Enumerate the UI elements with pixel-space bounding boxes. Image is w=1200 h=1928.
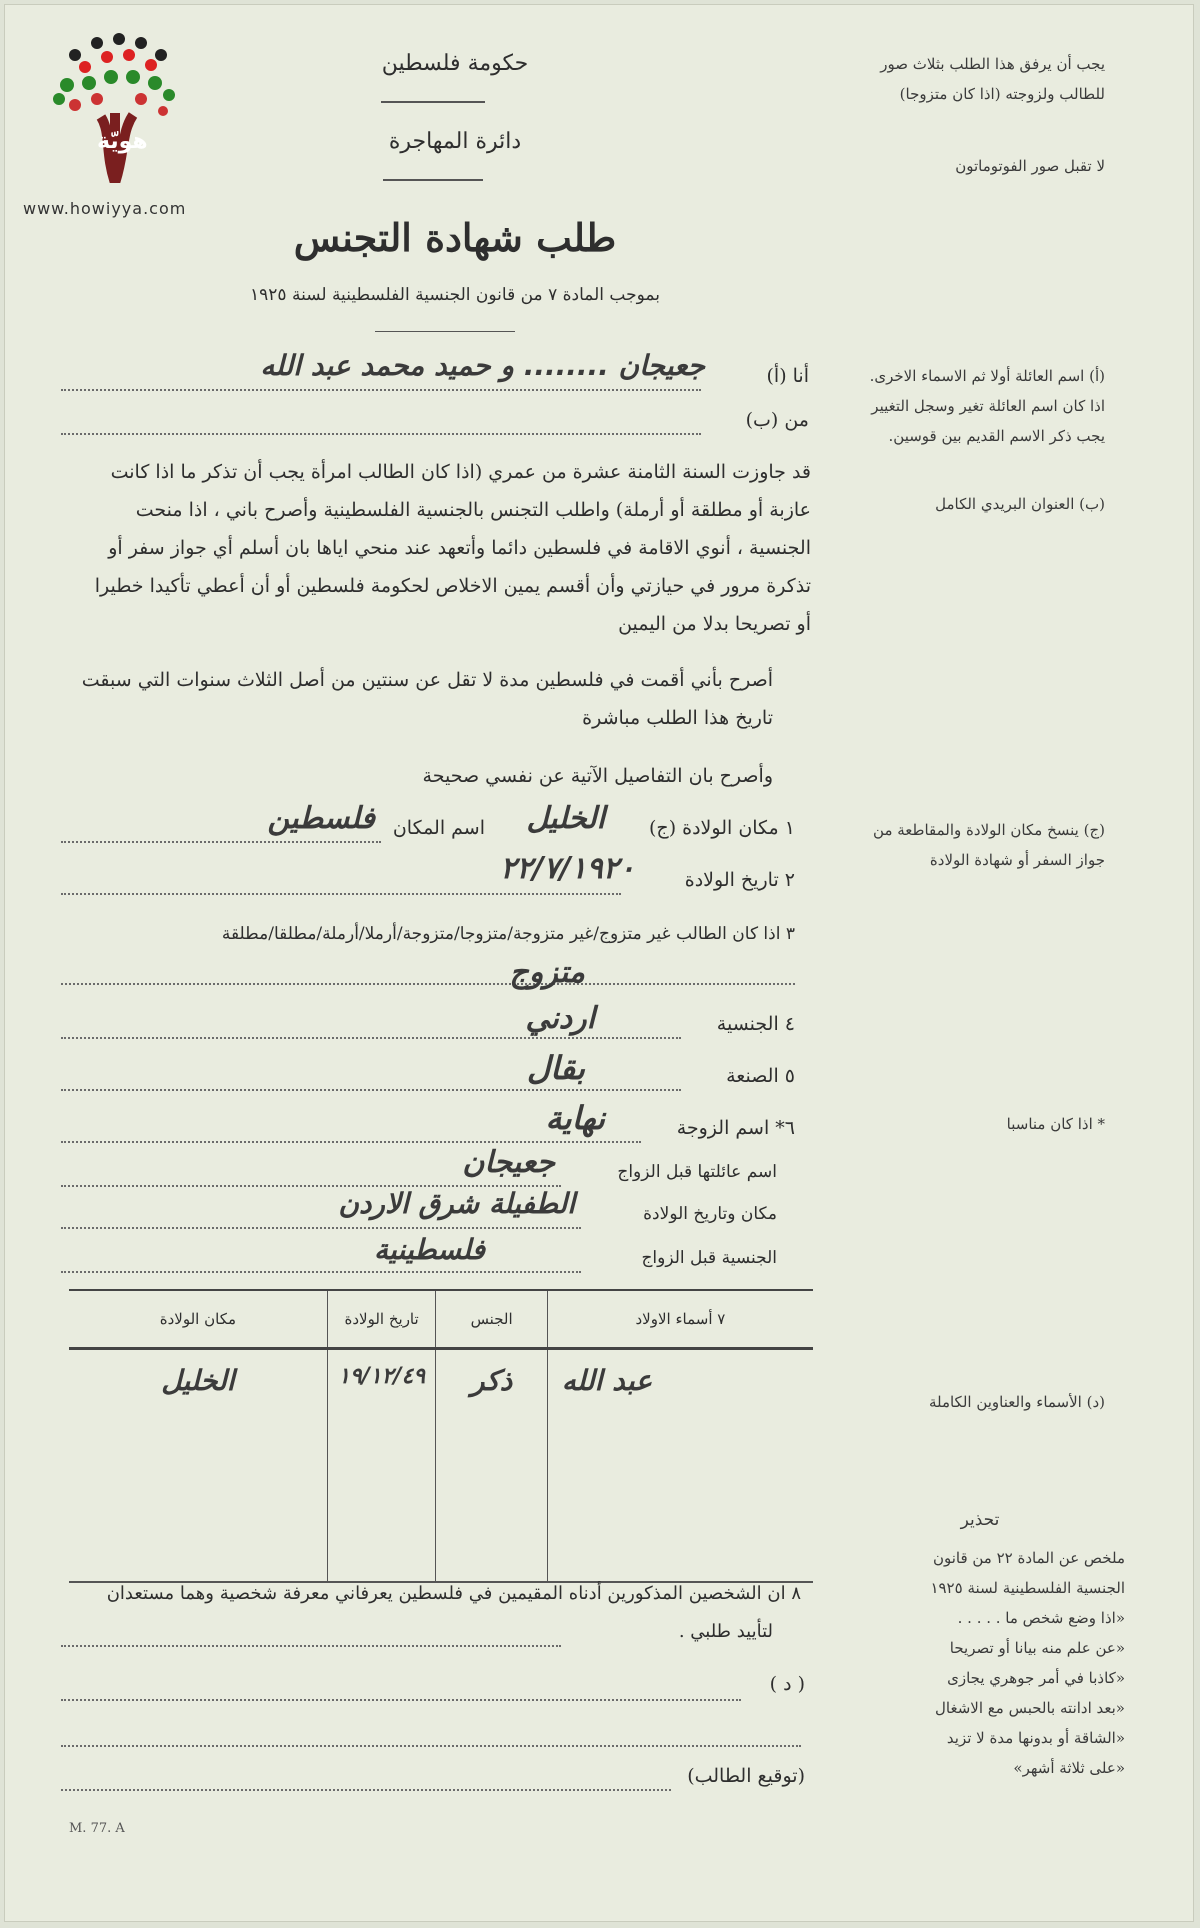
table-row: [69, 1349, 813, 1583]
child-name-cell[interactable]: عبد الله: [547, 1349, 813, 1583]
details-intro: وأصرح بان التفاصيل الآتية عن نفسي صحيحة: [422, 765, 773, 787]
logo-mark: هويّة: [97, 129, 148, 154]
warning-text: [845, 1543, 1125, 1783]
dob-field-line: [61, 893, 621, 895]
government-name: حكومة فلسطين: [381, 51, 529, 76]
maiden-name-field[interactable]: جعيجان: [462, 1145, 555, 1180]
place-field-line: [61, 841, 381, 843]
section8-text2: لتأييد طلبي .: [678, 1621, 773, 1642]
q2-label: ٢ تاريخ الولادة: [684, 869, 795, 891]
spouse-name-field[interactable]: نهاية: [545, 1099, 605, 1137]
declaration-line: عازبة أو مطلقة أو أرملة) واطلب التجنس بالجنسية الفلسطينية وأصرح باني ، اذا منحت: [135, 499, 811, 521]
referee-field-3[interactable]: [61, 1743, 801, 1747]
page-title: طلب شهادة التجنس: [293, 215, 617, 260]
warning-line: «على ثلاثة أشهر»: [1013, 1759, 1125, 1777]
column-header-birth-date: تاريخ الولادة: [327, 1290, 436, 1349]
warning-line: «عن علم منه بيانا أو تصريحا: [949, 1639, 1125, 1657]
note-star: * اذا كان مناسبا: [1006, 1115, 1105, 1133]
name-label: أنا (أ): [766, 365, 809, 387]
referee-field-2[interactable]: [61, 1697, 741, 1701]
form-page: [4, 4, 1194, 1922]
photo-requirement-note: يجب أن يرفق هذا الطلب بثلاث صور للطالب ولزوجته (اذا كان متزوجا): [880, 55, 1105, 103]
from-label: من (ب): [745, 409, 809, 431]
child-sex-cell[interactable]: ذكر: [436, 1349, 547, 1583]
column-header-birthplace: مكان الولادة: [69, 1290, 327, 1349]
table-header-row: [69, 1290, 813, 1349]
warning-line: ملخص عن المادة ٢٢ من قانون: [932, 1549, 1125, 1567]
referee-d-label: ( د ): [769, 1673, 805, 1695]
column-header-children-names: ٧ أسماء الاولاد: [547, 1290, 813, 1349]
note-b: (ب) العنوان البريدي الكامل: [935, 495, 1105, 513]
prior-nationality-field[interactable]: فلسطينية: [374, 1233, 485, 1266]
nationality-field[interactable]: اردني: [525, 1001, 595, 1036]
note-a: (أ) اسم العائلة أولا ثم الاسماء الاخرى. اذا كان اسم العائلة تغير وسجل التغيير يجب ذكر الاسم القديم بين قوسين.: [869, 367, 1105, 445]
referee-field-1[interactable]: [61, 1643, 561, 1647]
address-field[interactable]: [61, 429, 701, 435]
signature-label: (توقيع الطالب): [687, 1765, 805, 1787]
spouse-birth-field-line: [61, 1227, 581, 1229]
warning-line: «كاذبا في أمر جوهري يجازى: [947, 1669, 1125, 1687]
q6-label: ٦* اسم الزوجة: [676, 1117, 795, 1139]
q3-label: ٣ اذا كان الطالب غير متزوج/غير متزوجة/متزوجا/متزوجة/أرملا/أرملة/مطلقا/مطلقة: [221, 924, 795, 944]
residence-line: أصرح بأني أقمت في فلسطين مدة لا تقل عن سنتين من أصل الثلاث سنوات التي سبقت: [81, 669, 773, 691]
declaration-line: أو تصريحا بدلا من اليمين: [618, 613, 811, 635]
header-divider: [381, 101, 485, 103]
spouse-birth-field[interactable]: الطفيلة شرق الاردن: [338, 1187, 575, 1220]
note-d: (د) الأسماء والعناوين الكاملة: [928, 1393, 1105, 1411]
residence-line: تاريخ هذا الطلب مباشرة: [582, 707, 773, 729]
photo-booth-note: لا تقبل صور الفوتوماتون: [955, 157, 1105, 175]
column-header-sex: الجنس: [436, 1290, 547, 1349]
page-subtitle: بموجب المادة ٧ من قانون الجنسية الفلسطينية لسنة ١٩٢٥: [250, 285, 660, 305]
marital-status-field[interactable]: متزوج: [509, 955, 585, 990]
warning-line: الجنسية الفلسطينية لسنة ١٩٢٥: [930, 1579, 1125, 1597]
place-field[interactable]: فلسطين: [267, 801, 375, 836]
occupation-field[interactable]: بقال: [526, 1049, 585, 1087]
q1-place-label: اسم المكان: [392, 817, 485, 839]
residence-paragraph: [61, 661, 773, 737]
child-birthplace-cell[interactable]: الخليل: [69, 1349, 327, 1583]
spouse-field-line: [61, 1141, 641, 1143]
occupation-field-line: [61, 1089, 681, 1091]
department-name: دائرة المهاجرة: [388, 129, 522, 154]
section8-text: ٨ ان الشخصين المذكورين أدناه المقيمين في فلسطين يعرفاني معرفة شخصية وهما مستعدان: [106, 1583, 801, 1604]
q6b-label: مكان وتاريخ الولادة: [643, 1204, 777, 1224]
birthplace-field[interactable]: الخليل: [526, 801, 605, 836]
name-field[interactable]: جعيجان ........ و حميد محمد عبد الله: [260, 349, 705, 382]
child-dob-cell[interactable]: ١٩/١٢/٤٩: [327, 1349, 436, 1583]
dob-field[interactable]: ٢٢/٧/١٩٢٠: [500, 851, 635, 886]
name-field-line: [61, 389, 701, 391]
q4-label: ٤ الجنسية: [716, 1013, 795, 1035]
declaration-line: الجنسية ، أنوي الاقامة في فلسطين دائما وأتعهد عند منحي اياها بان أسلم أي جواز سفر أو: [108, 537, 811, 559]
form-code: M. 77. A: [69, 1821, 125, 1836]
header-divider: [375, 331, 515, 332]
header-divider: [383, 179, 483, 181]
warning-title: تحذير: [960, 1510, 1000, 1530]
q6a-label: اسم عائلتها قبل الزواج: [617, 1162, 777, 1182]
nationality-field-line: [61, 1037, 681, 1039]
warning-line: «بعد ادانته بالحبس مع الاشغال: [935, 1699, 1125, 1717]
declaration-line: تذكرة مرور في حيازتي وأن أقسم يمين الاخلاص لحكومة فلسطين أو أن أعطي تأكيدا خطيرا: [94, 575, 811, 597]
children-table: [69, 1289, 813, 1583]
declaration-paragraph: [61, 453, 811, 643]
logo: [45, 33, 185, 193]
q5-label: ٥ الصنعة: [726, 1065, 795, 1087]
declaration-line: قد جاوزت السنة الثامنة عشرة من عمري (اذا كان الطالب امرأة يجب أن تذكر ما اذا كانت: [110, 461, 811, 483]
q1-label: ١ مكان الولادة (ج): [649, 817, 795, 839]
q6c-label: الجنسية قبل الزواج: [641, 1248, 777, 1268]
signature-field[interactable]: [61, 1787, 671, 1791]
logo-caption: www.howiyya.com: [23, 199, 187, 218]
warning-line: «اذا وضع شخص ما . . . . .: [957, 1609, 1125, 1627]
family-tree-icon: [45, 33, 185, 183]
prior-nationality-field-line: [61, 1271, 581, 1273]
warning-line: «الشاقة أو بدونها مدة لا تزيد: [946, 1729, 1125, 1747]
note-c: (ج) ينسخ مكان الولادة والمقاطعة من جواز السفر أو شهادة الولادة: [873, 821, 1105, 869]
